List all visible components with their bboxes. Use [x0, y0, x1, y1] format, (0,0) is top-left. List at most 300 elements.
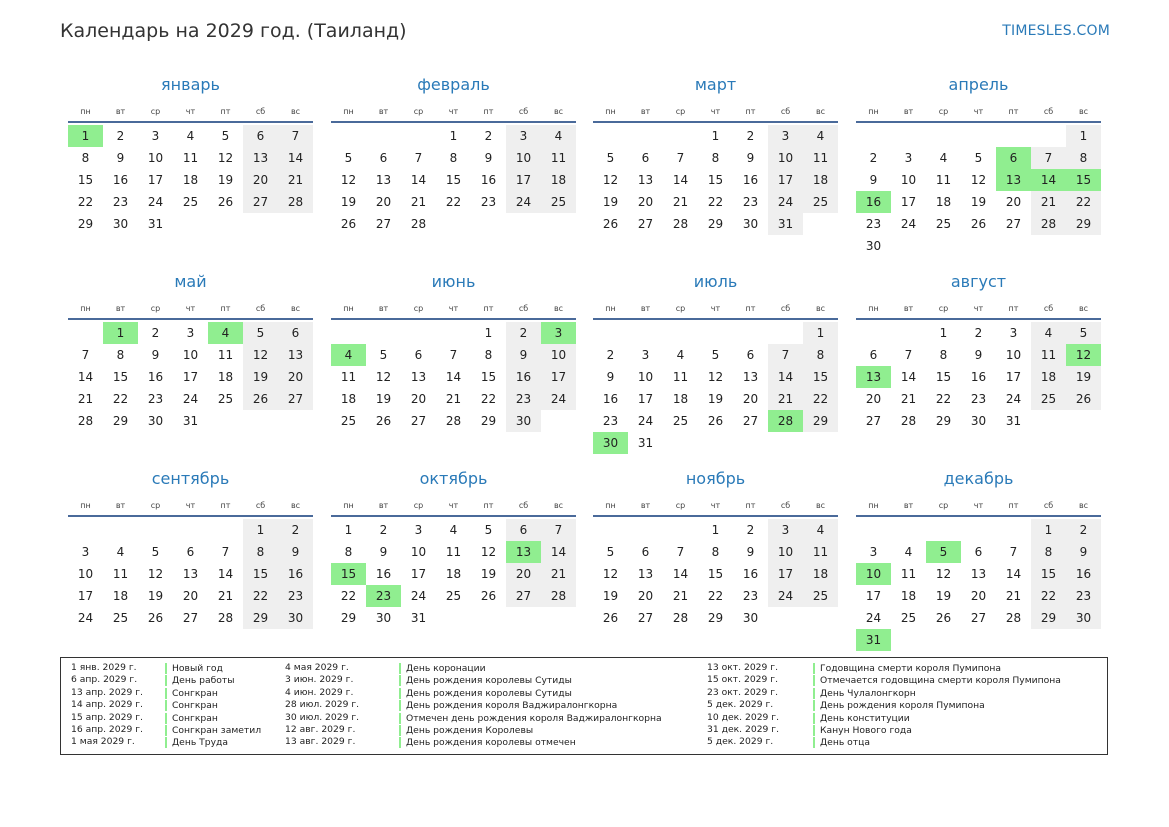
day-cell: 13 [243, 147, 278, 169]
holiday-name: День рождения короля Ваджиралонгкорна [399, 700, 617, 711]
holiday-day-cell: 1 [103, 322, 138, 344]
holiday-name: День коронации [399, 663, 486, 674]
holiday-date: 6 апр. 2029 г. [71, 674, 138, 686]
day-cell: 25 [803, 585, 838, 607]
holiday-day-cell: 4 [331, 344, 366, 366]
weekday-label: вс [553, 304, 564, 313]
holiday-name: Сонгкран [165, 713, 218, 724]
weekday-label: чт [185, 107, 196, 116]
day-cell: 10 [506, 147, 541, 169]
day-cell: 11 [900, 567, 917, 581]
weekday-label: вт [903, 501, 914, 510]
day-cell: 3 [151, 129, 160, 143]
day-cell: 1 [344, 523, 353, 537]
day-cell: 30 [278, 607, 313, 629]
holiday-name: День рождения королевы Сутиды [399, 675, 572, 686]
weekday-label: чт [710, 107, 721, 116]
day-cell: 18 [112, 589, 129, 603]
month-name: апрель [948, 75, 1009, 94]
day-cell: 12 [340, 173, 357, 187]
holiday-day-cell: 30 [593, 432, 628, 454]
holiday-date: 12 авг. 2029 г. [285, 723, 356, 735]
day-cell: 27 [637, 217, 654, 231]
day-cell: 26 [480, 589, 497, 603]
day-cell: 24 [637, 414, 654, 428]
day-cell: 28 [672, 611, 689, 625]
day-cell: 24 [541, 388, 576, 410]
day-cell: 4 [803, 519, 838, 541]
day-cell: 29 [803, 410, 838, 432]
day-cell: 17 [900, 195, 917, 209]
month-divider [68, 515, 313, 517]
day-cell: 13 [637, 173, 654, 187]
day-cell: 28 [410, 217, 427, 231]
holiday-name: Сонгкран заметил [165, 725, 261, 736]
day-cell: 31 [1005, 414, 1022, 428]
day-cell: 26 [707, 414, 724, 428]
holiday-day-cell: 13 [996, 169, 1031, 191]
holiday-day-cell: 13 [856, 366, 891, 388]
day-cell: 17 [506, 169, 541, 191]
weekday-label: пн [80, 501, 91, 510]
weekday-label: сб [255, 304, 266, 313]
day-cell: 16 [1066, 563, 1101, 585]
holiday-name: Новый год [165, 663, 223, 674]
holiday-name: День рождения королевы отмечен [399, 737, 576, 748]
day-cell: 14 [77, 370, 94, 384]
holiday-day-cell: 14 [1031, 169, 1066, 191]
day-cell: 5 [379, 348, 388, 362]
weekday-header [68, 501, 313, 513]
day-cell: 23 [970, 392, 987, 406]
weekday-header [856, 304, 1101, 316]
day-cell: 1 [711, 129, 720, 143]
day-cell: 17 [768, 563, 803, 585]
day-cell: 20 [182, 589, 199, 603]
day-cell: 28 [278, 191, 313, 213]
day-cell: 26 [602, 217, 619, 231]
weekday-label: чт [710, 501, 721, 510]
day-cell: 21 [410, 195, 427, 209]
day-cell: 8 [81, 151, 90, 165]
holiday-date: 4 июн. 2029 г. [285, 686, 354, 698]
day-cell: 16 [742, 567, 759, 581]
day-cell: 3 [186, 326, 195, 340]
weekday-label: ср [675, 304, 686, 313]
day-cell: 5 [606, 545, 615, 559]
day-cell: 19 [480, 567, 497, 581]
day-cell: 2 [746, 129, 755, 143]
holiday-date: 23 окт. 2029 г. [707, 686, 779, 698]
day-cell: 13 [278, 344, 313, 366]
day-cell: 26 [217, 195, 234, 209]
day-cell: 22 [112, 392, 129, 406]
site-brand-link[interactable]: TIMESLES.COM [1002, 23, 1110, 39]
day-cell: 20 [970, 589, 987, 603]
holiday-date: 10 дек. 2029 г. [707, 711, 780, 723]
holiday-date: 4 мая 2029 г. [285, 662, 349, 673]
day-cell: 6 [641, 151, 650, 165]
weekday-label: пн [868, 501, 879, 510]
month-divider [68, 318, 313, 320]
day-cell: 30 [147, 414, 164, 428]
day-cell: 1 [484, 326, 493, 340]
day-cell: 5 [243, 322, 278, 344]
holiday-date: 13 окт. 2029 г. [707, 662, 779, 673]
day-cell: 21 [672, 195, 689, 209]
day-cell: 14 [445, 370, 462, 384]
holiday-date: 16 апр. 2029 г. [71, 723, 143, 735]
day-cell: 14 [410, 173, 427, 187]
holiday-name: День рождения королевы Сутиды [399, 688, 572, 699]
day-cell: 9 [869, 173, 878, 187]
holiday-name: День рождения Королевы [399, 725, 533, 736]
weekday-label: вс [290, 501, 301, 510]
day-cell: 5 [711, 348, 720, 362]
day-cell: 19 [375, 392, 392, 406]
month-name: июль [693, 272, 738, 291]
day-cell: 29 [935, 414, 952, 428]
day-cell: 9 [506, 344, 541, 366]
day-cell: 24 [768, 585, 803, 607]
day-cell: 14 [541, 541, 576, 563]
day-cell: 20 [375, 195, 392, 209]
day-cell: 25 [935, 217, 952, 231]
day-cell: 9 [746, 151, 755, 165]
day-cell: 25 [1031, 388, 1066, 410]
weekday-label: чт [710, 304, 721, 313]
day-cell: 2 [1066, 519, 1101, 541]
holiday-name: Годовщина смерти короля Пумипона [813, 663, 1001, 674]
day-cell: 29 [707, 611, 724, 625]
weekday-label: сб [780, 304, 791, 313]
weekday-label: вт [903, 107, 914, 116]
holiday-date: 1 мая 2029 г. [71, 736, 135, 748]
day-cell: 10 [182, 348, 199, 362]
holiday-day-cell: 31 [856, 629, 891, 651]
day-cell: 15 [1031, 563, 1066, 585]
month-divider [68, 121, 313, 123]
holiday-name: День отца [813, 737, 870, 748]
day-cell: 17 [1005, 370, 1022, 384]
day-cell: 15 [445, 173, 462, 187]
day-cell: 23 [147, 392, 164, 406]
day-cell: 11 [340, 370, 357, 384]
day-cell: 26 [243, 388, 278, 410]
day-cell: 26 [147, 611, 164, 625]
holiday-name: День работы [165, 675, 235, 686]
day-cell: 12 [147, 567, 164, 581]
day-cell: 11 [803, 147, 838, 169]
holiday-date: 3 июн. 2029 г. [285, 674, 354, 686]
day-cell: 11 [112, 567, 129, 581]
day-cell: 3 [904, 151, 913, 165]
day-cell: 29 [112, 414, 129, 428]
day-cell: 31 [637, 436, 654, 450]
day-cell: 12 [217, 151, 234, 165]
day-cell: 8 [711, 151, 720, 165]
day-cell: 14 [672, 567, 689, 581]
day-cell: 7 [414, 151, 423, 165]
day-cell: 16 [742, 173, 759, 187]
day-cell: 28 [1031, 213, 1066, 235]
day-cell: 17 [182, 370, 199, 384]
day-cell: 27 [970, 611, 987, 625]
holiday-day-cell: 6 [996, 147, 1031, 169]
holiday-date: 5 дек. 2029 г. [707, 736, 774, 748]
weekday-label: вс [290, 107, 301, 116]
day-cell: 20 [865, 392, 882, 406]
holiday-date: 13 апр. 2029 г. [71, 686, 143, 698]
day-cell: 22 [340, 589, 357, 603]
day-cell: 10 [541, 344, 576, 366]
day-cell: 8 [116, 348, 125, 362]
day-cell: 7 [1009, 545, 1018, 559]
day-cell: 20 [243, 169, 278, 191]
day-cell: 30 [970, 414, 987, 428]
day-cell: 22 [1031, 585, 1066, 607]
weekday-label: сб [780, 501, 791, 510]
holiday-name: Отмечен день рождения короля Ваджиралонгкорна [399, 713, 662, 724]
holiday-date: 30 июл. 2029 г. [285, 711, 360, 723]
day-cell: 14 [768, 366, 803, 388]
day-cell: 21 [445, 392, 462, 406]
day-cell: 6 [506, 519, 541, 541]
month-divider [593, 318, 838, 320]
month-divider [856, 121, 1101, 123]
day-cell: 25 [340, 414, 357, 428]
weekday-label: ср [413, 107, 424, 116]
day-cell: 4 [186, 129, 195, 143]
holiday-day-cell: 15 [331, 563, 366, 585]
day-cell: 5 [344, 151, 353, 165]
day-cell: 16 [602, 392, 619, 406]
day-cell: 11 [803, 541, 838, 563]
day-cell: 14 [672, 173, 689, 187]
day-cell: 22 [480, 392, 497, 406]
weekday-label: вт [378, 107, 389, 116]
weekday-label: вс [815, 107, 826, 116]
day-cell: 25 [672, 414, 689, 428]
day-cell: 3 [506, 125, 541, 147]
day-cell: 4 [676, 348, 685, 362]
weekday-label: сб [1043, 501, 1054, 510]
day-cell: 24 [768, 191, 803, 213]
weekday-label: ср [150, 107, 161, 116]
day-cell: 9 [1066, 541, 1101, 563]
day-cell: 4 [939, 151, 948, 165]
day-cell: 16 [112, 173, 129, 187]
holiday-name: День рождения короля Пумипона [813, 700, 985, 711]
day-cell: 23 [602, 414, 619, 428]
day-cell: 18 [182, 173, 199, 187]
weekday-label: вс [815, 304, 826, 313]
month-name: январь [161, 75, 220, 94]
weekday-label: пт [1008, 304, 1019, 313]
day-cell: 23 [506, 388, 541, 410]
day-cell: 8 [243, 541, 278, 563]
day-cell: 23 [1066, 585, 1101, 607]
day-cell: 8 [484, 348, 493, 362]
day-cell: 27 [278, 388, 313, 410]
day-cell: 13 [970, 567, 987, 581]
day-cell: 26 [970, 217, 987, 231]
weekday-label: чт [973, 107, 984, 116]
month-divider [331, 318, 576, 320]
weekday-label: сб [1043, 107, 1054, 116]
day-cell: 20 [742, 392, 759, 406]
day-cell: 27 [1005, 217, 1022, 231]
weekday-label: ср [938, 501, 949, 510]
holiday-day-cell: 10 [856, 563, 891, 585]
weekday-label: вс [553, 501, 564, 510]
day-cell: 5 [974, 151, 983, 165]
day-cell: 29 [243, 607, 278, 629]
day-cell: 27 [375, 217, 392, 231]
day-cell: 4 [803, 125, 838, 147]
weekday-header [593, 304, 838, 316]
day-cell: 5 [221, 129, 230, 143]
day-cell: 11 [935, 173, 952, 187]
weekday-label: пт [483, 107, 494, 116]
day-cell: 2 [484, 129, 493, 143]
weekday-label: вт [640, 107, 651, 116]
weekday-label: ср [413, 501, 424, 510]
weekday-header [331, 501, 576, 513]
day-cell: 19 [217, 173, 234, 187]
day-cell: 28 [672, 217, 689, 231]
day-cell: 25 [803, 191, 838, 213]
month-10 [331, 469, 576, 669]
holiday-day-cell: 16 [856, 191, 891, 213]
day-cell: 10 [768, 147, 803, 169]
day-cell: 15 [243, 563, 278, 585]
day-cell: 30 [112, 217, 129, 231]
day-cell: 8 [1066, 147, 1101, 169]
day-cell: 8 [803, 344, 838, 366]
day-cell: 18 [217, 370, 234, 384]
day-cell: 1 [1031, 519, 1066, 541]
day-cell: 2 [869, 151, 878, 165]
day-cell: 3 [641, 348, 650, 362]
day-cell: 25 [112, 611, 129, 625]
day-cell: 24 [506, 191, 541, 213]
month-divider [331, 121, 576, 123]
month-name: ноябрь [685, 469, 746, 488]
day-cell: 1 [711, 523, 720, 537]
weekday-label: пт [745, 304, 756, 313]
weekday-label: пт [483, 501, 494, 510]
day-cell: 1 [803, 322, 838, 344]
day-cell: 3 [1009, 326, 1018, 340]
weekday-label: вс [1078, 107, 1089, 116]
day-cell: 28 [445, 414, 462, 428]
day-cell: 20 [637, 195, 654, 209]
day-cell: 24 [1005, 392, 1022, 406]
weekday-label: сб [255, 501, 266, 510]
day-cell: 19 [935, 589, 952, 603]
weekday-label: вт [115, 501, 126, 510]
day-cell: 10 [147, 151, 164, 165]
day-cell: 29 [480, 414, 497, 428]
day-cell: 12 [707, 370, 724, 384]
weekday-label: сб [518, 304, 529, 313]
day-cell: 24 [900, 217, 917, 231]
day-cell: 5 [151, 545, 160, 559]
day-cell: 18 [803, 563, 838, 585]
day-cell: 6 [278, 322, 313, 344]
day-cell: 13 [182, 567, 199, 581]
page-title: Календарь на 2029 год. (Таиланд) [60, 20, 407, 42]
day-cell: 2 [606, 348, 615, 362]
weekday-label: вс [815, 501, 826, 510]
day-cell: 23 [865, 217, 882, 231]
weekday-label: ср [150, 304, 161, 313]
day-cell: 17 [410, 567, 427, 581]
day-cell: 17 [77, 589, 94, 603]
month-7 [593, 272, 838, 472]
weekday-label: пн [605, 107, 616, 116]
day-cell: 28 [541, 585, 576, 607]
day-cell: 7 [541, 519, 576, 541]
month-4 [856, 75, 1101, 275]
day-cell: 26 [340, 217, 357, 231]
day-cell: 5 [1066, 322, 1101, 344]
day-cell: 29 [340, 611, 357, 625]
day-cell: 18 [541, 169, 576, 191]
day-cell: 13 [410, 370, 427, 384]
day-cell: 2 [506, 322, 541, 344]
weekday-label: чт [973, 304, 984, 313]
month-name: март [694, 75, 737, 94]
day-cell: 21 [768, 388, 803, 410]
holiday-date: 28 июл. 2029 г. [285, 699, 360, 711]
weekday-label: пт [220, 501, 231, 510]
day-cell: 13 [742, 370, 759, 384]
weekday-label: сб [255, 107, 266, 116]
day-cell: 7 [278, 125, 313, 147]
weekday-label: чт [185, 304, 196, 313]
holiday-legend [60, 657, 1108, 755]
holiday-name: Сонгкран [165, 688, 218, 699]
holiday-day-cell: 12 [1066, 344, 1101, 366]
holiday-day-cell: 23 [366, 585, 401, 607]
holiday-day-cell: 15 [1066, 169, 1101, 191]
day-cell: 7 [449, 348, 458, 362]
holiday-day-cell: 1 [68, 125, 103, 147]
weekday-label: пт [1008, 107, 1019, 116]
weekday-label: пн [343, 304, 354, 313]
month-divider [331, 515, 576, 517]
day-cell: 10 [637, 370, 654, 384]
weekday-label: ср [675, 501, 686, 510]
month-name: май [174, 272, 207, 291]
month-name: февраль [417, 75, 490, 94]
month-5 [68, 272, 313, 472]
holiday-name: День Чулалонгкорн [813, 688, 916, 699]
day-cell: 15 [112, 370, 129, 384]
day-cell: 29 [1031, 607, 1066, 629]
day-cell: 24 [147, 195, 164, 209]
day-cell: 23 [278, 585, 313, 607]
weekday-label: ср [150, 501, 161, 510]
day-cell: 7 [676, 151, 685, 165]
day-cell: 6 [746, 348, 755, 362]
month-name: сентябрь [151, 469, 230, 488]
weekday-label: пн [343, 107, 354, 116]
day-cell: 15 [707, 173, 724, 187]
weekday-header [68, 107, 313, 119]
